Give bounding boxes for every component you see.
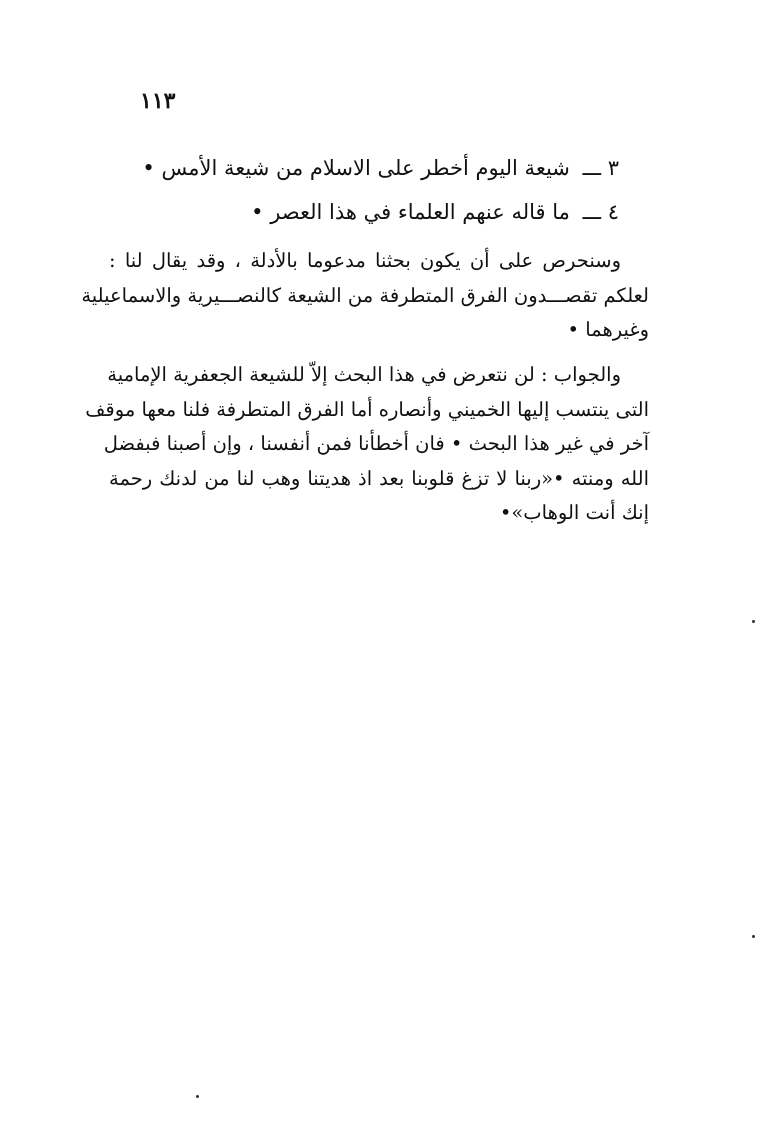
paragraph-line: التى ينتسب إليها الخميني وأنصاره أما الفرق المتطرفة فلنا معها موقف	[85, 397, 649, 421]
scan-speck	[752, 935, 755, 938]
list-item-3	[119, 146, 619, 190]
paragraph-line: الله ومنته •«ربنا لا تزغ قلوبنا بعد اذ هديتنا وهب لنا من لدنك رحمة	[109, 466, 649, 490]
paragraph-line: وغيرهما •	[567, 318, 649, 341]
numbered-list	[119, 146, 619, 234]
list-item-4	[119, 190, 619, 234]
paragraph-line: وسنحرص على أن يكون بحثنا مدعوما بالأدلة ، وقد يقال لنا :	[109, 249, 621, 272]
list-item-text: ما قاله عنهم العلماء في هذا العصر •	[251, 200, 570, 224]
scan-speck	[196, 1095, 199, 1098]
paragraph-line: والجواب : لن نتعرض في هذا البحث إلاّ للشيعة الجعفرية الإمامية	[107, 363, 621, 386]
list-item-text: شيعة اليوم أخطر على الاسلام من شيعة الأمس •	[142, 156, 570, 180]
page-number: ١١٣	[140, 88, 176, 114]
paragraph-line: آخر في غير هذا البحث • فان أخطأنا فمن أنفسنا ، وإن أصبنا فبفضل	[103, 432, 649, 455]
list-item-number: ٣ ـــ	[582, 156, 619, 180]
list-item-number: ٤ ـــ	[582, 200, 619, 224]
paragraph-objection	[81, 244, 649, 348]
paragraph-line: لعلكم تقصـــدون الفرق المتطرفة من الشيعة كالنصـــيرية والاسماعيلية	[81, 283, 649, 307]
scan-speck	[752, 620, 755, 623]
paragraph-line: إنك أنت الوهاب»•	[499, 501, 649, 524]
paragraph-answer	[85, 358, 649, 531]
